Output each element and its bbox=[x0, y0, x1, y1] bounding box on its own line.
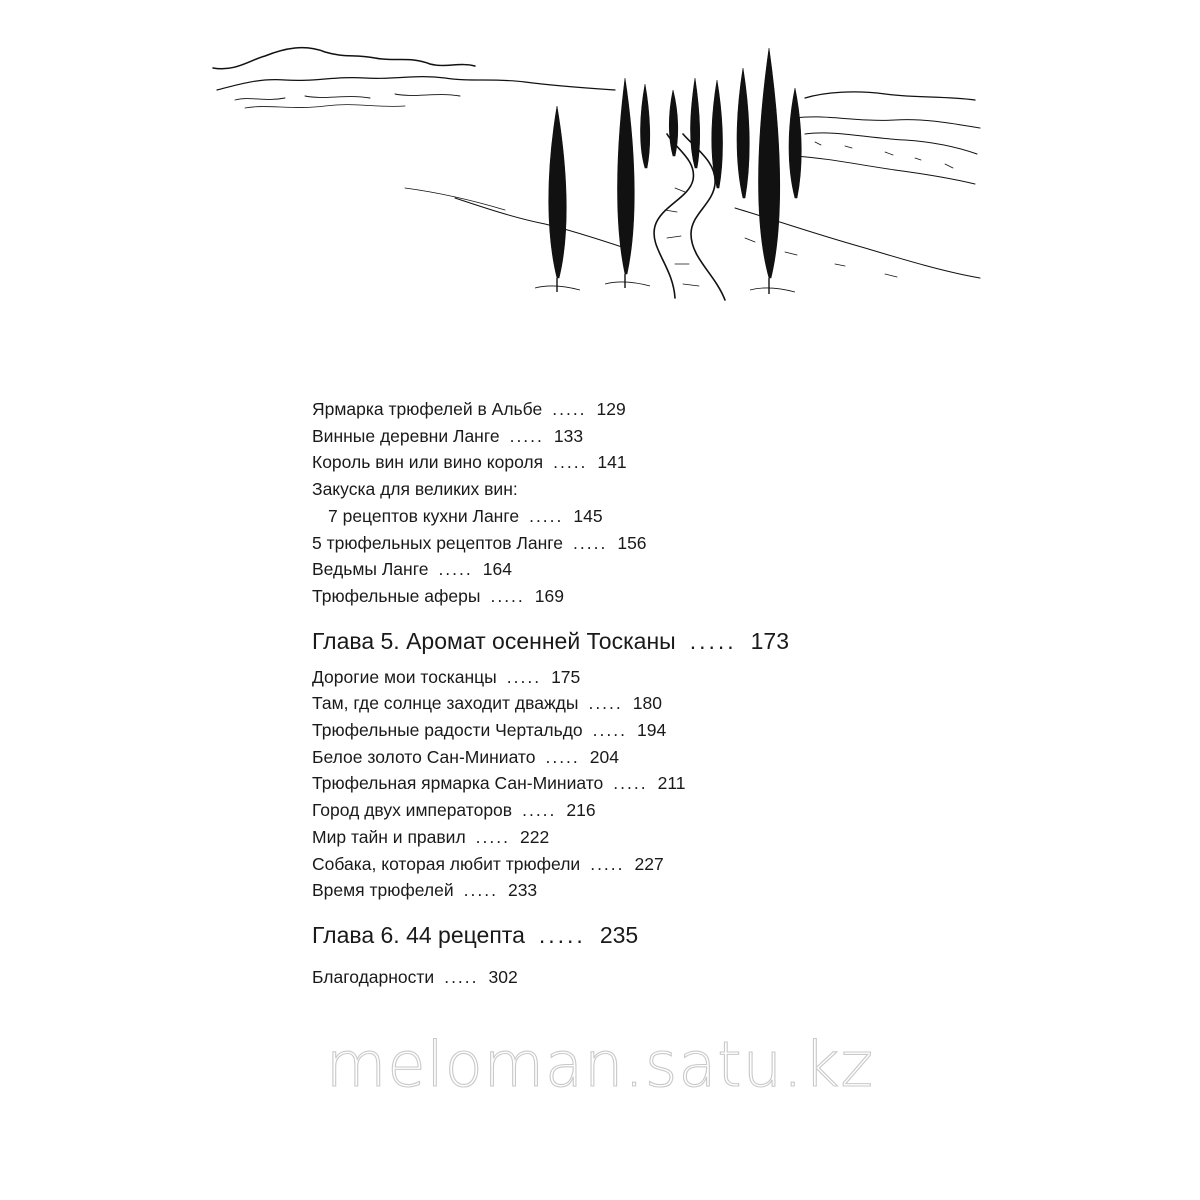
toc-leader-dots: ..... bbox=[689, 627, 737, 654]
toc-leader-dots: ..... bbox=[438, 559, 473, 580]
toc-leader-dots: ..... bbox=[590, 853, 625, 874]
toc-entry bbox=[312, 556, 932, 583]
toc-page-number: 180 bbox=[632, 693, 662, 714]
toc-entry-title: Мир тайн и правил bbox=[312, 826, 466, 847]
toc-entry-title: Трюфельные аферы bbox=[312, 585, 481, 606]
toc-page-number: 194 bbox=[636, 720, 667, 741]
toc-entry bbox=[312, 770, 932, 797]
toc-leader-dots: ..... bbox=[538, 921, 586, 948]
toc-page-number: 216 bbox=[566, 800, 596, 821]
toc-leader-dots: ..... bbox=[509, 425, 544, 446]
toc-chapter-heading bbox=[312, 626, 932, 656]
toc-leader-dots: ..... bbox=[490, 585, 525, 606]
chapter-page-number: 173 bbox=[750, 627, 790, 654]
toc-entry bbox=[312, 530, 932, 557]
table-of-contents bbox=[312, 396, 932, 991]
toc-entry-title: Ведьмы Ланге bbox=[312, 559, 429, 580]
toc-page-number: 204 bbox=[589, 746, 619, 767]
toc-entry-title: Белое золото Сан-Миниато bbox=[312, 746, 536, 767]
toc-leader-dots: ..... bbox=[592, 720, 627, 741]
toc-page-number: 141 bbox=[597, 452, 627, 473]
toc-entry bbox=[312, 449, 932, 476]
toc-entry bbox=[312, 797, 932, 824]
chapter-title: Глава 6. 44 рецепта bbox=[312, 921, 525, 948]
toc-entry-title: Трюфельная ярмарка Сан-Миниато bbox=[312, 773, 604, 794]
toc-entry bbox=[312, 503, 932, 530]
toc-entry-title: Время трюфелей bbox=[312, 880, 454, 901]
toc-entry bbox=[312, 744, 932, 771]
toc-entry-title: Винные деревни Ланге bbox=[312, 425, 500, 446]
toc-page-number: 156 bbox=[617, 532, 647, 553]
toc-leader-dots: ..... bbox=[529, 505, 564, 526]
toc-entry bbox=[312, 851, 932, 878]
toc-page-number: 227 bbox=[634, 853, 664, 874]
toc-leader-dots: ..... bbox=[522, 800, 557, 821]
toc-entry bbox=[312, 824, 932, 851]
chapter-page-number: 235 bbox=[599, 921, 639, 948]
toc-leader-dots: ..... bbox=[553, 452, 588, 473]
toc-page-number: 145 bbox=[573, 505, 603, 526]
toc-leader-dots: ..... bbox=[444, 966, 479, 987]
toc-leader-dots: ..... bbox=[552, 399, 587, 419]
toc-entry-title: Там, где солнце заходит дважды bbox=[312, 693, 579, 714]
toc-leader-dots: ..... bbox=[573, 532, 608, 553]
toc-chapter-heading bbox=[312, 920, 932, 950]
watermark: meloman.satu.kz bbox=[325, 1028, 875, 1101]
toc-entry bbox=[312, 396, 932, 423]
toc-page-number: 133 bbox=[553, 425, 584, 446]
toc-page-number: 175 bbox=[551, 666, 581, 687]
toc-leader-dots: ..... bbox=[463, 880, 498, 901]
toc-entry-title: 7 рецептов кухни Ланге bbox=[328, 505, 520, 526]
toc-leader-dots: ..... bbox=[475, 826, 510, 847]
toc-leader-dots: ..... bbox=[506, 666, 542, 687]
toc-entry bbox=[312, 423, 932, 450]
toc-page-number: 211 bbox=[657, 773, 686, 794]
toc-entry bbox=[312, 717, 932, 744]
toc-entry bbox=[312, 583, 932, 610]
toc-entry-title: Ярмарка трюфелей в Альбе bbox=[312, 399, 543, 419]
toc-page-number: 164 bbox=[482, 559, 512, 580]
toc-entry-title: Дорогие мои тосканцы bbox=[312, 666, 497, 687]
toc-entry-title: Закуска для великих вин: bbox=[312, 479, 518, 500]
tuscan-landscape-illustration bbox=[205, 38, 985, 310]
toc-page-number: 129 bbox=[596, 399, 626, 419]
toc-page-number: 222 bbox=[519, 826, 550, 847]
toc-page-number: 233 bbox=[507, 880, 538, 901]
toc-entry bbox=[312, 690, 932, 717]
toc-entry-title: Благодарности bbox=[312, 966, 435, 987]
toc-entry-title: Король вин или вино короля bbox=[312, 452, 544, 473]
toc-entry bbox=[312, 964, 932, 991]
toc-entry-title: Город двух императоров bbox=[312, 800, 513, 821]
toc-page-number: 302 bbox=[488, 966, 518, 987]
toc-entry bbox=[312, 664, 932, 691]
toc-leader-dots: ..... bbox=[545, 746, 580, 767]
toc-leader-dots: ..... bbox=[588, 693, 623, 714]
chapter-title: Глава 5. Аромат осенней Тосканы bbox=[312, 627, 676, 654]
toc-leader-dots: ..... bbox=[613, 773, 648, 794]
toc-entry-title: Собака, которая любит трюфели bbox=[312, 853, 581, 874]
toc-entry bbox=[312, 877, 932, 904]
toc-entry-title: 5 трюфельных рецептов Ланге bbox=[312, 532, 564, 553]
toc-page-number: 169 bbox=[534, 585, 564, 606]
toc-entry bbox=[312, 476, 932, 503]
toc-entry-title: Трюфельные радости Чертальдо bbox=[312, 720, 583, 741]
